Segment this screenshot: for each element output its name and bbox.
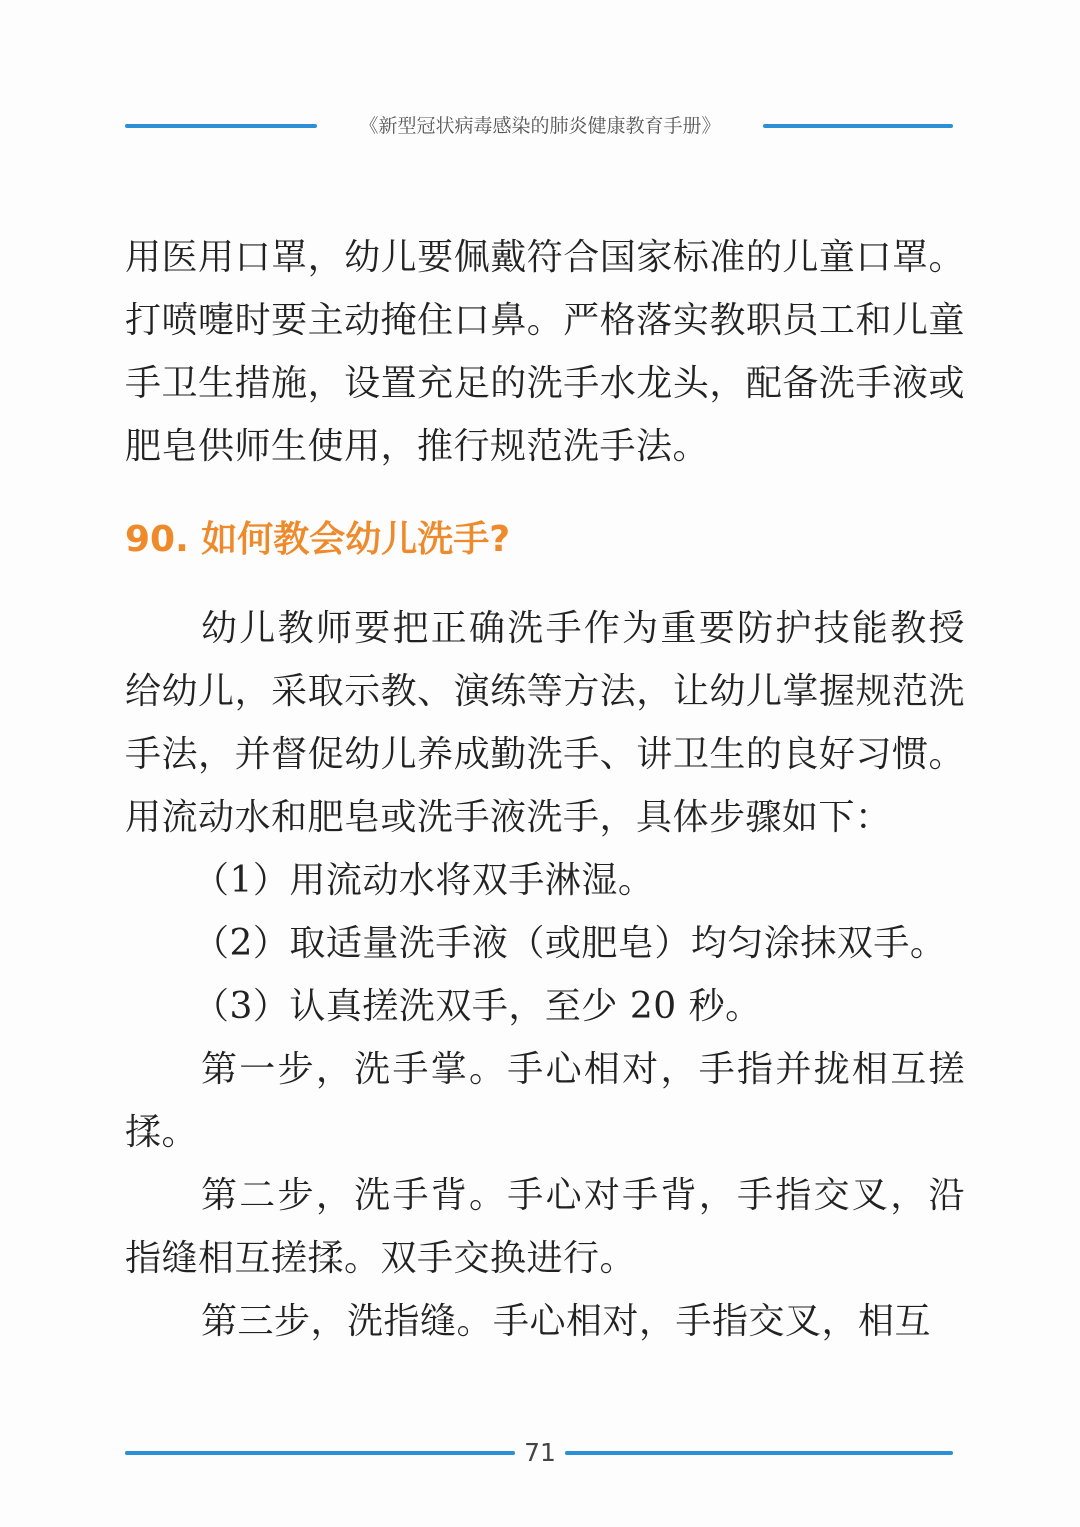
page-content bbox=[125, 226, 965, 1353]
section-paragraph: 幼儿教师要把正确洗手作为重要防护技能教授给幼儿，采取示教、演练等方法，让幼儿掌握规范洗手法，并督促幼儿养成勤洗手、讲卫生的良好习惯。用流动水和肥皂或洗手液洗手，具体步骤如下： bbox=[125, 608, 965, 838]
substep-3: 第三步，洗指缝。手心相对，手指交叉，相互 bbox=[201, 1301, 932, 1342]
step-2: （2）取适量洗手液（或肥皂）均匀涂抹双手。 bbox=[193, 923, 947, 964]
section-heading: 90. 如何教会幼儿洗手? bbox=[125, 519, 511, 560]
substep-2: 第二步，洗手背。手心对手背，手指交叉，沿指缝相互搓揉。双手交换进行。 bbox=[125, 1175, 965, 1279]
footer-rule-right bbox=[565, 1451, 953, 1455]
step-3: （3）认真搓洗双手，至少 20 秒。 bbox=[193, 986, 762, 1027]
step-1: （1）用流动水将双手淋湿。 bbox=[193, 860, 655, 901]
page-number: 71 bbox=[524, 1438, 556, 1467]
header-rule-right bbox=[763, 124, 953, 128]
intro-paragraph: 用医用口罩，幼儿要佩戴符合国家标准的儿童口罩。打喷嚏时要主动掩住口鼻。严格落实教职员工和儿童手卫生措施，设置充足的洗手水龙头，配备洗手液或肥皂供师生使用，推行规范洗手法。 bbox=[125, 237, 965, 467]
header-rule-left bbox=[125, 124, 317, 128]
substep-1: 第一步，洗手掌。手心相对，手指并拢相互搓揉。 bbox=[125, 1049, 965, 1153]
footer-rule-left bbox=[125, 1451, 515, 1455]
running-header-title: 《新型冠状病毒感染的肺炎健康教育手册》 bbox=[359, 115, 721, 137]
